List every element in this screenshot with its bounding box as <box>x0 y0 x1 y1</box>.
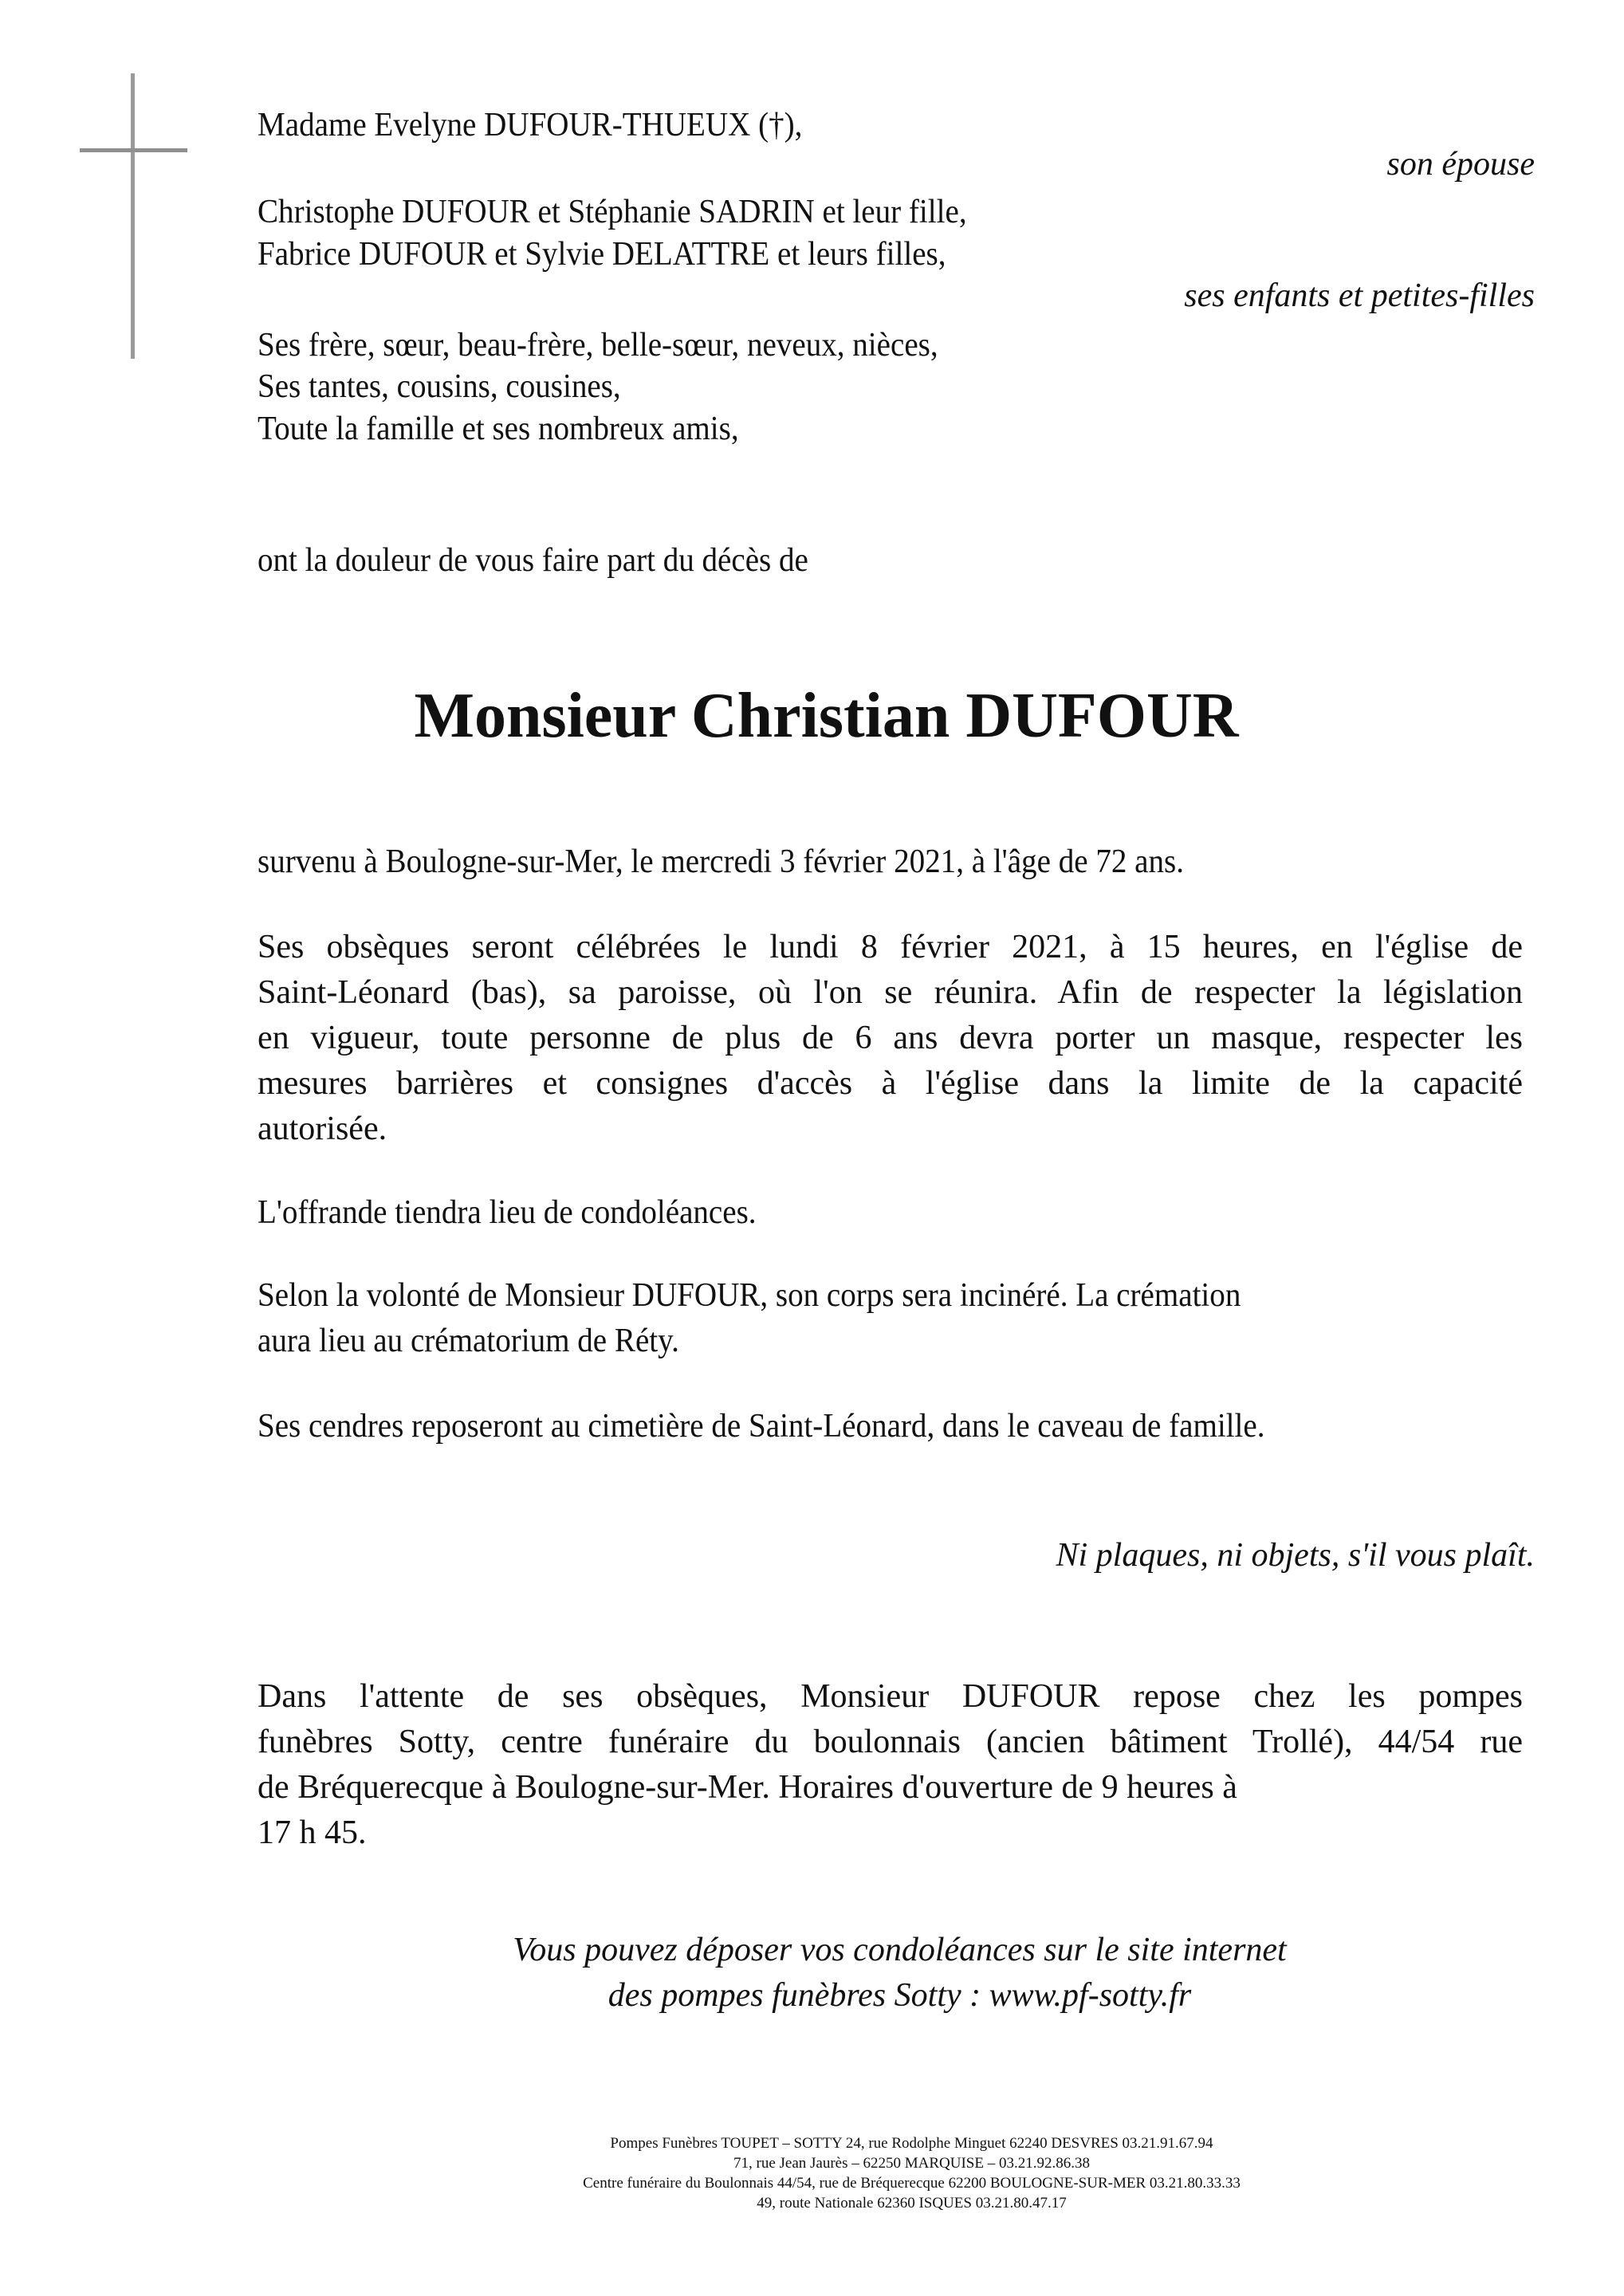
cross-horizontal-bar <box>80 148 187 152</box>
funeral-line: Ses obsèques seront célébrées le lundi 8 février 2021, à 15 heures, en l'église de <box>258 929 1523 965</box>
announcement-intro: ont la douleur de vous faire part du décès de <box>258 542 808 579</box>
deceased-name: Monsieur Christian DUFOUR <box>414 681 1239 751</box>
condolences-website-line[interactable]: des pompes funèbres Sotty : www.pf-sotty.fr <box>608 1977 1192 2014</box>
funeral-line: Saint-Léonard (bas), sa paroisse, où l'on se réunira. Afin de respecter la législation <box>258 974 1523 1011</box>
children-label: ses enfants et petites-filles <box>1184 277 1535 314</box>
funeral-line: en vigueur, toute personne de plus de 6 ans devra porter un masque, respecter les <box>258 1020 1523 1056</box>
viewing-line: de Bréquerecque à Boulogne-sur-Mer. Horaires d'ouverture de 9 heures à <box>258 1769 1237 1806</box>
viewing-paragraph <box>258 1674 1523 1856</box>
spouse-line: Madame Evelyne DUFOUR-THUEUX (†), <box>258 107 803 144</box>
cremation-line-2: aura lieu au crématorium de Réty. <box>258 1323 679 1359</box>
extended-family-line-3: Toute la famille et ses nombreux amis, <box>258 411 739 447</box>
cremation-line-1: Selon la volonté de Monsieur DUFOUR, son corps sera incinéré. La crémation <box>258 1277 1241 1314</box>
extended-family-line-2: Ses tantes, cousins, cousines, <box>258 368 621 405</box>
condolences-line: Vous pouvez déposer vos condoléances sur le site internet <box>513 1932 1287 1968</box>
funeral-line: mesures barrières et consignes d'accès à l'église dans la limite de la capacité <box>258 1065 1523 1102</box>
viewing-line: funèbres Sotty, centre funéraire du boulonnais (ancien bâtiment Trollé), 44/54 rue <box>258 1724 1523 1760</box>
viewing-line: 17 h 45. <box>258 1814 367 1851</box>
death-line: survenu à Boulogne-sur-Mer, le mercredi 3 février 2021, à l'âge de 72 ans. <box>258 843 1184 880</box>
children-line-1: Christophe DUFOUR et Stéphanie SADRIN et leur fille, <box>258 194 967 230</box>
extended-family-line-1: Ses frère, sœur, beau-frère, belle-sœur, neveux, nièces, <box>258 327 938 364</box>
offering-line: L'offrande tiendra lieu de condoléances. <box>258 1194 757 1231</box>
footer-address-line: 71, rue Jean Jaurès – 62250 MARQUISE – 03.21.92.86.38 <box>733 2155 1090 2172</box>
viewing-line: Dans l'attente de ses obsèques, Monsieur DUFOUR repose chez les pompes <box>258 1678 1523 1715</box>
spouse-label: son épouse <box>1386 146 1535 183</box>
ashes-line: Ses cendres reposeront au cimetière de Saint-Léonard, dans le caveau de famille. <box>258 1408 1265 1445</box>
footer-address-line: Pompes Funèbres TOUPET – SOTTY 24, rue Rodolphe Minguet 62240 DESVRES 03.21.91.67.94 <box>610 2135 1213 2152</box>
funeral-line: autorisée. <box>258 1111 387 1147</box>
footer-address-line: 49, route Nationale 62360 ISQUES 03.21.80.47.17 <box>757 2195 1067 2211</box>
cross-vertical-bar <box>131 73 135 359</box>
condolences-note <box>0 1928 1624 2019</box>
no-flowers-line: Ni plaques, ni objets, s'il vous plaît. <box>1056 1537 1535 1574</box>
funeral-paragraph <box>258 925 1523 1152</box>
footer-address-line: Centre funéraire du Boulonnais 44/54, rue de Bréquerecque 62200 BOULOGNE-SUR-MER 03.21.80.33.33 <box>583 2175 1241 2192</box>
funeral-home-footer <box>0 2133 1624 2213</box>
children-line-2: Fabrice DUFOUR et Sylvie DELATTRE et leurs filles, <box>258 236 946 273</box>
